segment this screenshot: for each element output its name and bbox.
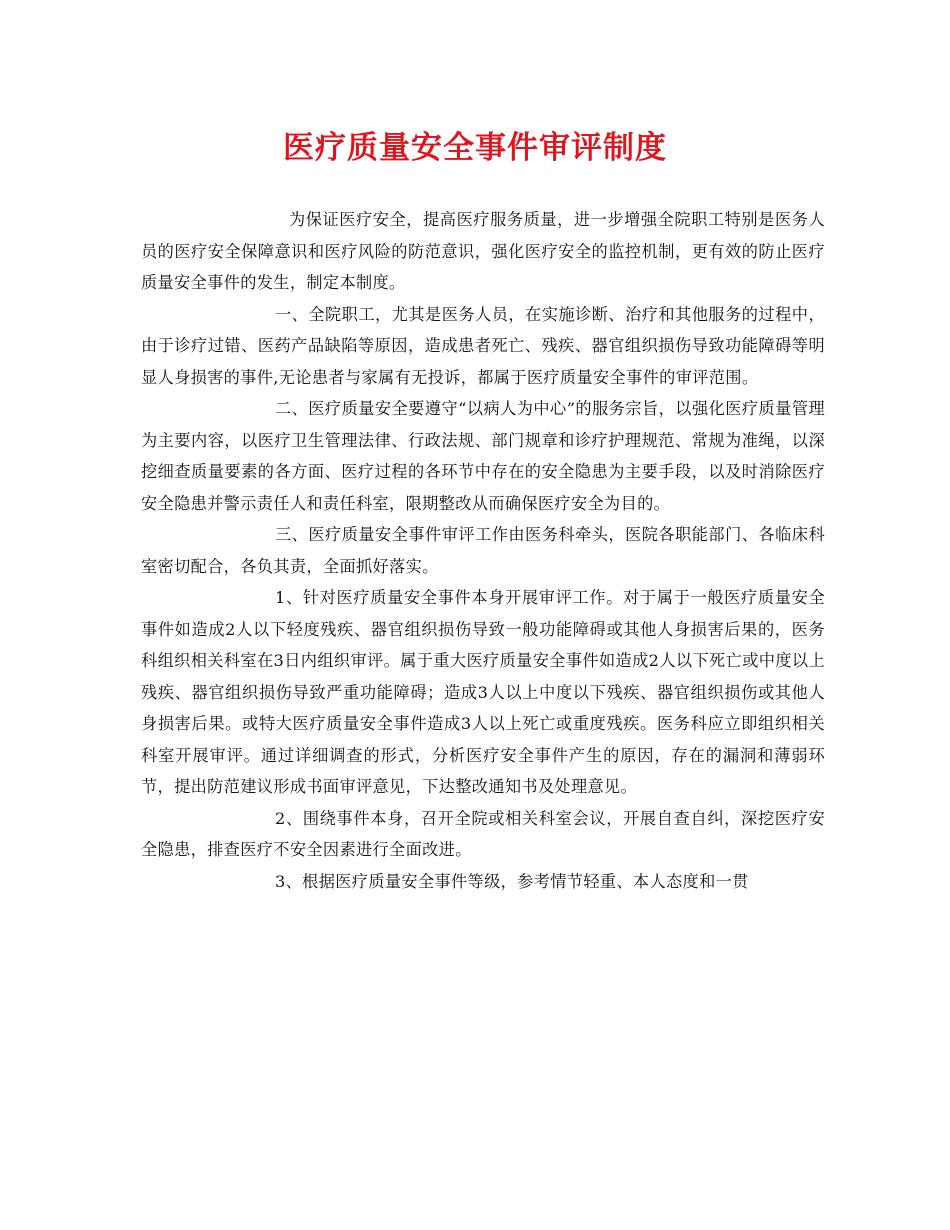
item-two-paragraph: 2、围绕事件本身，召开全院或相关科室会议，开展自查自纠，深挖医疗安全隐患，排查医疗不安全因素进行全面改进。 (141, 808, 825, 859)
intro-paragraph: 为保证医疗安全，提高医疗服务质量，进一步增强全院职工特别是医务人员的医疗安全保障意识和医疗风险的防范意识，强化医疗安全的监控机制，更有效的防止医疗质量安全事件的发生，制定本制度。 (141, 210, 825, 292)
item-one-paragraph: 1、针对医疗质量安全事件本身开展审评工作。对于属于一般医疗质量安全事件如造成2人以下轻度残疾、器官组织损伤导致一般功能障碍或其他人身损害后果的，医务科组织相关科室在3日内组织审评。属于重大医疗质量安全事件如造成2人以下死亡或中度以上残疾、器官组织损伤导致严重功能障碍；造成3人以上中度以下残疾、器官组织损伤或其他人身损害后果。或特大医疗质量安全事件造成3人以上死亡或重度残疾。医务科应立即组织相关科室开展审评。通过详细调查的形式，分析医疗安全事件产生的原因，存在的漏洞和薄弱环节，提出防范建议形成书面审评意见，下达整改通知书及处理意见。 (141, 588, 825, 796)
document-body (141, 204, 825, 897)
section-one-paragraph: 一、全院职工，尤其是医务人员，在实施诊断、治疗和其他服务的过程中，由于诊疗过错、医药产品缺陷等原因，造成患者死亡、残疾、器官组织损伤导致功能障碍等明显人身损害的事件,无论患者与家属有无投诉，都属于医疗质量安全事件的审评范围。 (141, 304, 825, 387)
item-three-paragraph: 3、根据医疗质量安全事件等级，参考情节轻重、本人态度和一贯 (275, 871, 749, 891)
section-three-paragraph: 三、医疗质量安全事件审评工作由医务科牵头，医院各职能部门、各临床科室密切配合，各负其责，全面抓好落实。 (141, 525, 825, 576)
section-two-paragraph: 二、医疗质量安全要遵守“以病人为中心”的服务宗旨，以强化医疗质量管理为主要内容，以医疗卫生管理法律、行政法规、部门规章和诊疗护理规范、常规为准绳，以深挖细查质量要素的各方面、医疗过程的各环节中存在的安全隐患为主要手段，以及时消除医疗安全隐患并警示责任人和责任科室，限期整改从而确保医疗安全为目的。 (141, 399, 825, 513)
document-title: 医疗质量安全事件审评制度 (283, 130, 667, 166)
